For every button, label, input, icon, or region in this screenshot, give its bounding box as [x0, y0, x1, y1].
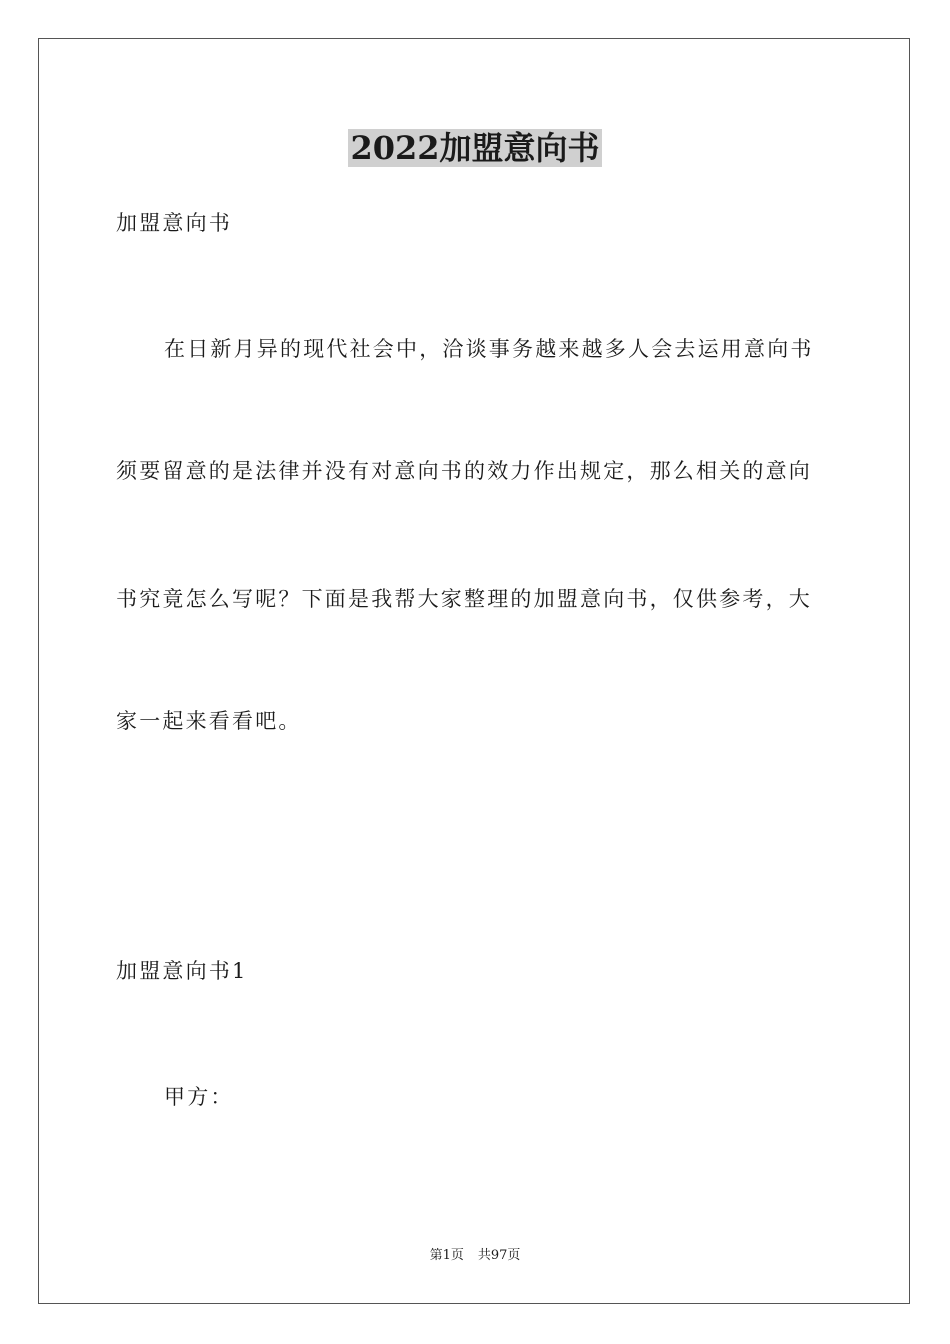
page-total: 共97页	[477, 1248, 521, 1263]
document-title-text: 2022加盟意向书	[350, 129, 600, 167]
document-title	[0, 126, 950, 170]
paragraph-line-4: 家一起来看看吧。	[116, 709, 302, 733]
party-a-label: 甲方：	[164, 1085, 234, 1109]
document-subtitle: 加盟意向书	[116, 211, 232, 235]
paragraph-line-2: 须要留意的是法律并没有对意向书的效力作出规定，那么相关的意向	[116, 459, 812, 483]
paragraph-line-3: 书究竟怎么写呢？下面是我帮大家整理的加盟意向书，仅供参考，大	[116, 587, 812, 611]
page-current: 第1页	[429, 1248, 464, 1263]
page-footer	[0, 1246, 950, 1266]
paragraph-line-1: 在日新月异的现代社会中，洽谈事务越来越多人会去运用意向书	[164, 337, 814, 361]
section-heading: 加盟意向书1	[116, 959, 248, 983]
